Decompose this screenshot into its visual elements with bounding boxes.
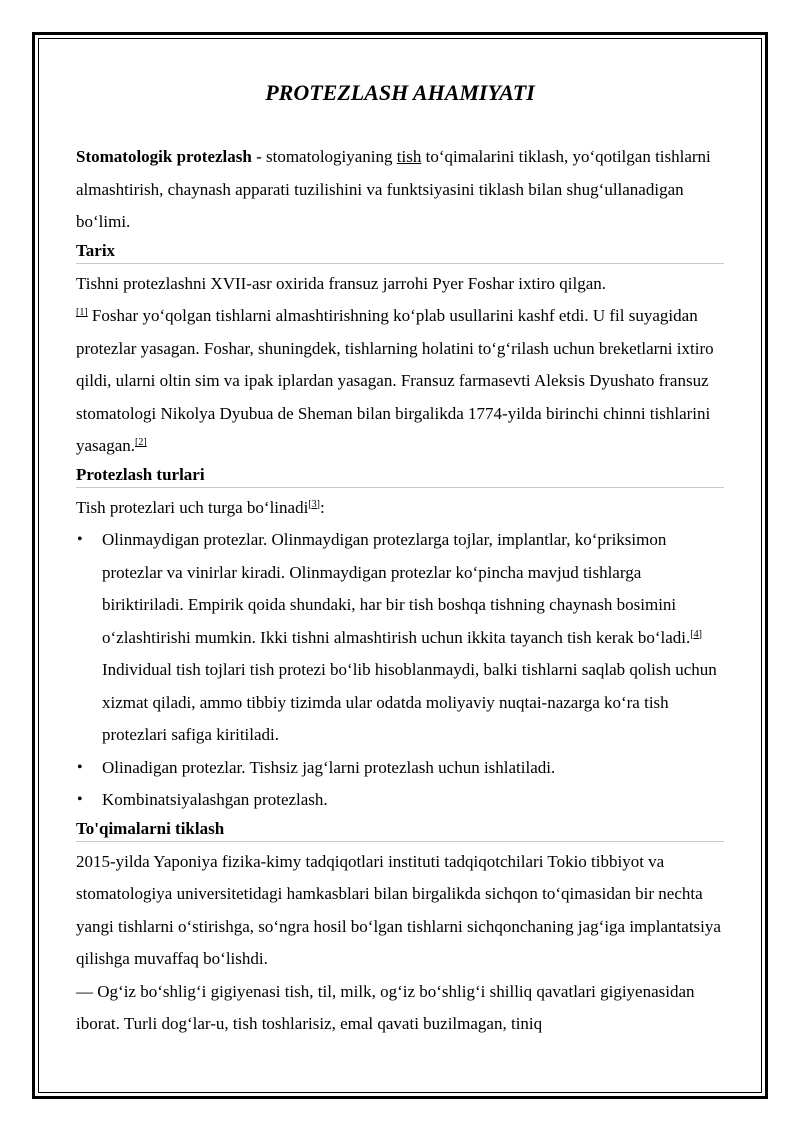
list-item-text: Kombinatsiyalashgan protezlash. <box>102 790 328 809</box>
types-lead <box>76 492 724 525</box>
types-list <box>76 524 724 817</box>
footnote-ref-3[interactable]: [3] <box>308 498 320 510</box>
types-lead-colon: : <box>319 497 325 517</box>
restore-paragraph-2: — Og‘iz bo‘shlig‘i gigiyenasi tish, til, milk, og‘iz bo‘shlig‘i shilliq qavatlari gigiyenasidan iborat. Turli dog‘lar-u, tish toshlarisiz, emal qavati buzilmagan, tiniq <box>76 981 695 1033</box>
document-body <box>76 72 724 1041</box>
history-line1: Tishni protezlashni XVII-asr oxirida fransuz jarrohi Pyer Foshar ixtiro qilgan. <box>76 273 607 293</box>
types-lead-text: Tish protezlari uch turga bo‘linadi <box>76 497 309 517</box>
tish-link[interactable]: tish <box>396 147 422 166</box>
intro-term: Stomatologik protezlash <box>76 147 252 166</box>
footnote-ref-1[interactable]: [1] <box>76 307 88 318</box>
list-item-text: Olinmaydigan protezlar. Olinmaydigan protezlarga tojlar, implantlar, ko‘priksimon protezlar va vinirlar kiradi. Olinmaydigan protezlar ko‘pincha mavjud tishlarga biriktiriladi. Empirik qoida shundaki, har bir tish boshqa tishning chaynash bosimini o‘zlashtirishi mumkin. Ikki tishni almashtirish uchun ikkita tayanch tish kerak bo‘ladi. <box>102 530 691 647</box>
list-item-tail: Individual tish tojlari tish protezi bo‘lib hisoblanmaydi, balki tishlarni saqlab qolish uchun xizmat qiladi, ammo tibbiy tizimda ular odatda moliyaviy nuqtai-nazarga ko‘ra tish protezlari safiga kiritiladi. <box>102 660 717 744</box>
list-item <box>76 784 724 817</box>
list-item <box>76 524 724 752</box>
intro-paragraph <box>76 141 724 239</box>
intro-rest: to‘qimalarini tiklash, yo‘qotilgan tishlarni almashtirish, chaynash apparati tuzilishini va funktsiyasini tiklash bilan shug‘ullanadigan bo‘limi. <box>76 147 711 231</box>
section-heading-history: Tarix <box>76 239 724 264</box>
list-item <box>76 752 724 785</box>
document-title: PROTEZLASH AHAMIYATI <box>265 80 535 105</box>
intro-dash: - stomatologiyaning <box>251 147 397 166</box>
footnote-ref-2[interactable]: [2] <box>135 437 147 448</box>
history-paragraph <box>76 268 724 463</box>
section-heading-restore: To'qimalarni tiklash <box>76 817 724 842</box>
footnote-ref-4[interactable]: [4] <box>690 628 702 640</box>
history-body: Foshar yo‘qolgan tishlarni almashtirishning ko‘plab usullarini kashf etdi. U fil suyagidan protezlar yasagan. Foshar, shuningdek, tishlarning holatini to‘g‘rilash uchun breketlarni ixtiro qildi, ularni oltin sim va ipak iplardan yasagan. Fransuz farmasevti Aleksis Dyushato fransuz stomatologi Nikolya Dyubua de Sheman bilan birgalikda 1774-yilda birinchi chinni tishlarini yasagan. <box>76 306 714 455</box>
list-item-text: Olinadigan protezlar. Tishsiz jag‘larni protezlash uchun ishlatiladi. <box>102 757 556 777</box>
restore-paragraph-1: 2015-yilda Yaponiya fizika-kimy tadqiqotlari instituti tadqiqotchilari Tokio tibbiyot va stomatologiya universitetidagi hamkasblari bilan birgalikda sichqon to‘qimasidan bir nechta yangi tishlarni o‘stirishga, so‘ngra hosil bo‘lgan tishlarni sichqonchaning jag‘iga implantatsiya qilishga muvaffaq bo‘lishdi. <box>76 851 721 968</box>
section-heading-types: Protezlash turlari <box>76 463 724 488</box>
